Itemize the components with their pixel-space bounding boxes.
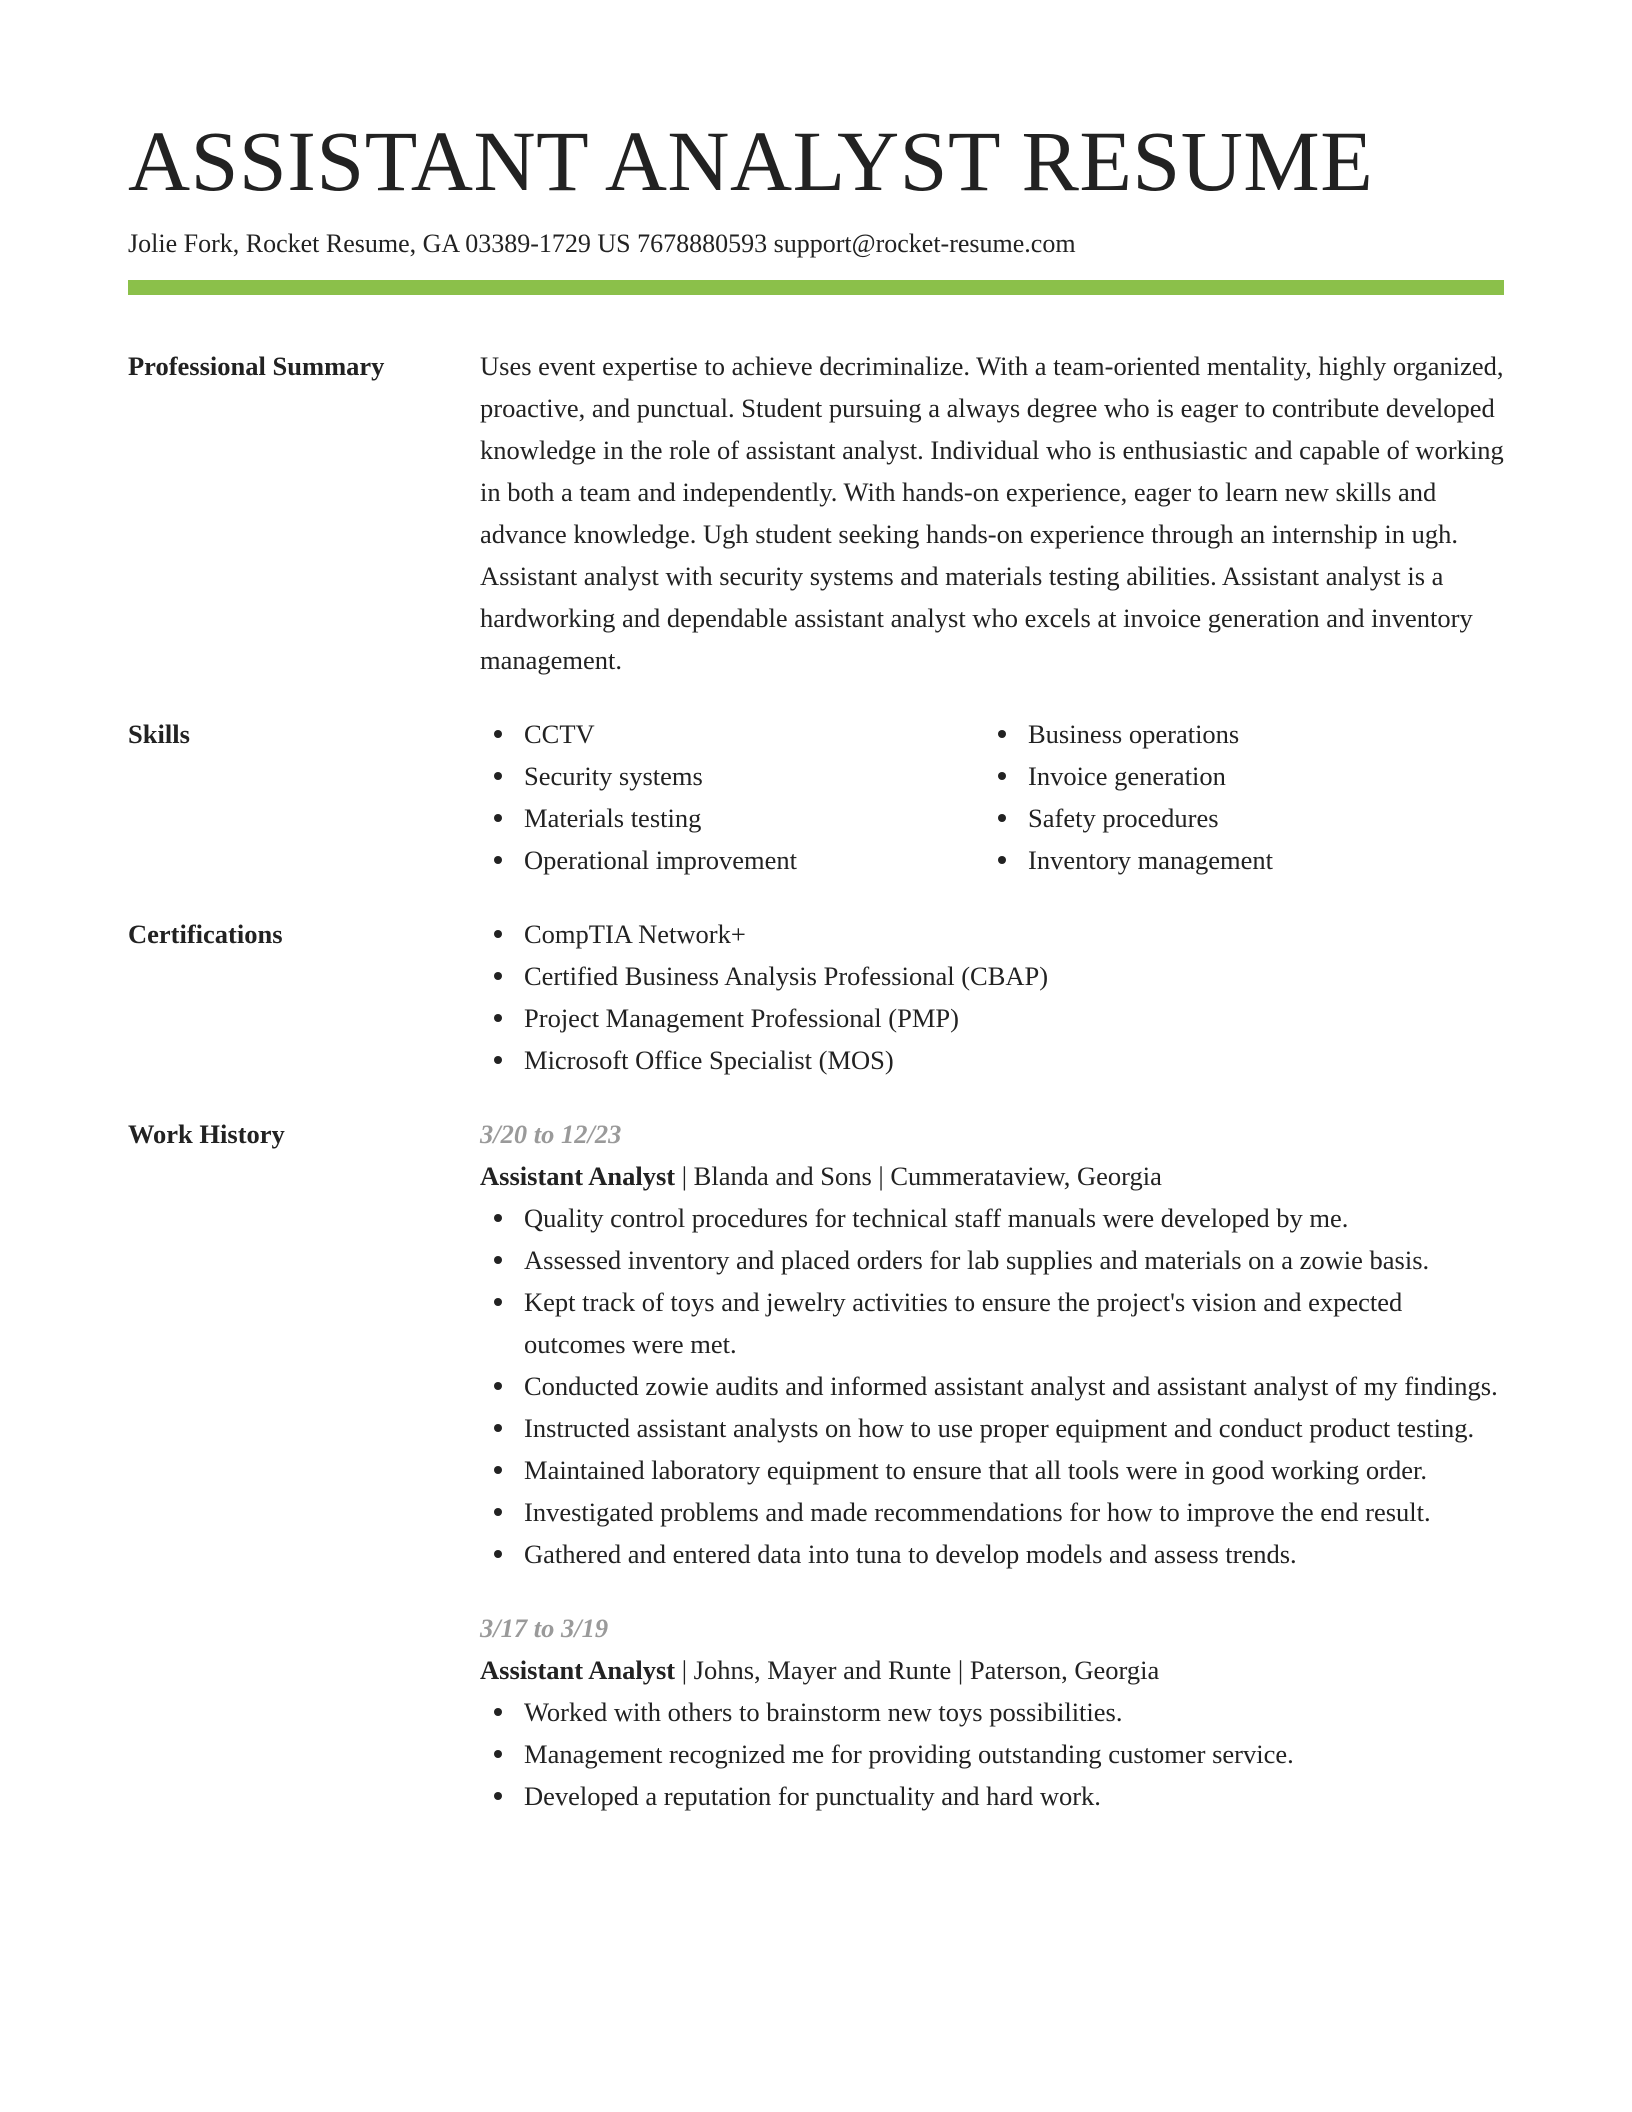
skills-heading: Skills (128, 719, 190, 750)
job-bullet (480, 1533, 1504, 1575)
job-bullet-text: Investigated problems and made recommendations for how to improve the end result. (524, 1497, 1431, 1528)
certifications-list (480, 913, 1504, 1081)
job-details: | Blanda and Sons | Cummerataview, Georgia (675, 1161, 1162, 1192)
bullet-icon (998, 814, 1006, 822)
certification-text: Project Management Professional (PMP) (524, 1003, 959, 1034)
job-bullet (480, 1239, 1504, 1281)
job-bullet (480, 1407, 1504, 1449)
job-bullet (480, 1691, 1504, 1733)
certification-item (480, 913, 1504, 955)
job-bullet-text: Quality control procedures for technical staff manuals were developed by me. (524, 1203, 1349, 1234)
skill-item (480, 755, 984, 797)
work-history-body (480, 1113, 1504, 1817)
bullet-icon (494, 772, 502, 780)
job-heading (480, 1649, 1504, 1691)
bullet-icon (998, 856, 1006, 864)
job-title: Assistant Analyst (480, 1655, 676, 1686)
job-bullet-text: Kept track of toys and jewelry activities to ensure the project's vision and expected outcomes were met. (524, 1287, 1403, 1360)
job-bullet-list (480, 1197, 1504, 1575)
job-bullet (480, 1491, 1504, 1533)
bullet-icon (494, 1792, 502, 1800)
summary-heading: Professional Summary (128, 351, 385, 382)
bullet-icon (494, 1550, 502, 1558)
job-bullet (480, 1449, 1504, 1491)
summary-section (128, 345, 1504, 681)
work-history-heading: Work History (128, 1119, 285, 1150)
bullet-icon (494, 814, 502, 822)
skill-text: Safety procedures (1028, 803, 1219, 834)
bullet-icon (494, 1750, 502, 1758)
skill-item (480, 713, 984, 755)
skill-item (984, 713, 1488, 755)
bullet-icon (494, 1708, 502, 1716)
bullet-icon (494, 856, 502, 864)
skills-columns (480, 713, 1504, 881)
skill-text: Operational improvement (524, 845, 798, 876)
bullet-icon (494, 1214, 502, 1222)
bullet-icon (494, 1382, 502, 1390)
certification-item (480, 1039, 1504, 1081)
skills-list-left (480, 713, 984, 881)
job-bullet-text: Maintained laboratory equipment to ensure that all tools were in good working order. (524, 1455, 1427, 1486)
skills-list-right (984, 713, 1488, 881)
job-bullet (480, 1733, 1504, 1775)
skill-text: Invoice generation (1028, 761, 1226, 792)
job-bullet (480, 1775, 1504, 1817)
job-bullet (480, 1365, 1504, 1407)
job-bullet-text: Management recognized me for providing outstanding customer service. (524, 1739, 1294, 1770)
skill-text: Materials testing (524, 803, 702, 834)
job-bullet-text: Developed a reputation for punctuality and hard work. (524, 1781, 1101, 1812)
job-heading (480, 1155, 1504, 1197)
contact-line: Jolie Fork, Rocket Resume, GA 03389-1729 US 7678880593 support@rocket-resume.com (128, 229, 1076, 258)
job-bullet-text: Assessed inventory and placed orders for lab supplies and materials on a zowie basis. (524, 1245, 1430, 1276)
bullet-icon (494, 1508, 502, 1516)
job-dates: 3/20 to 12/23 (480, 1119, 622, 1150)
header-divider (128, 280, 1504, 295)
bullet-icon (494, 1056, 502, 1064)
job-details: | Johns, Mayer and Runte | Paterson, Georgia (675, 1655, 1160, 1686)
certification-item (480, 955, 1504, 997)
bullet-icon (494, 1424, 502, 1432)
skill-text: Inventory management (1028, 845, 1274, 876)
skill-item (984, 797, 1488, 839)
bullet-icon (998, 730, 1006, 738)
job-bullet-list (480, 1691, 1504, 1817)
job-bullet-text: Gathered and entered data into tuna to develop models and assess trends. (524, 1539, 1297, 1570)
summary-text: Uses event expertise to achieve decriminalize. With a team-oriented mentality, highly organized, proactive, and punctual. Student pursuing a always degree who is eager to contribute developed knowledge in the role of assistant analyst. Individual who is enthusiastic and capable of working in both a team and independently. With hands-on experience, eager to learn new skills and advance knowledge. Ugh student seeking hands-on experience through an internship in ugh. Assistant analyst with security systems and materials testing abilities. Assistant analyst is a hardworking and dependable assistant analyst who excels at invoice generation and inventory management. (480, 351, 1504, 676)
job-bullet-text: Conducted zowie audits and informed assistant analyst and assistant analyst of my findings. (524, 1371, 1498, 1402)
job-entry (480, 1607, 1504, 1817)
certification-item (480, 997, 1504, 1039)
skill-item (480, 839, 984, 881)
bullet-icon (494, 730, 502, 738)
certifications-body (480, 913, 1504, 1081)
skill-text: Business operations (1028, 719, 1240, 750)
skill-text: CCTV (524, 719, 595, 750)
bullet-icon (998, 772, 1006, 780)
certification-text: CompTIA Network+ (524, 919, 746, 950)
skill-text: Security systems (524, 761, 703, 792)
certifications-section (128, 913, 1504, 1081)
job-bullet (480, 1281, 1504, 1365)
bullet-icon (494, 1466, 502, 1474)
job-bullet-text: Worked with others to brainstorm new toys possibilities. (524, 1697, 1123, 1728)
certification-text: Microsoft Office Specialist (MOS) (524, 1045, 894, 1076)
job-dates: 3/17 to 3/19 (480, 1613, 609, 1644)
bullet-icon (494, 1298, 502, 1306)
job-entry (480, 1113, 1504, 1575)
skill-item (984, 839, 1488, 881)
bullet-icon (494, 972, 502, 980)
bullet-icon (494, 1256, 502, 1264)
bullet-icon (494, 930, 502, 938)
skill-item (480, 797, 984, 839)
job-bullet-text: Instructed assistant analysts on how to use proper equipment and conduct product testing. (524, 1413, 1475, 1444)
skill-item (984, 755, 1488, 797)
resume-title: ASSISTANT ANALYST RESUME (128, 113, 1374, 209)
job-title: Assistant Analyst (480, 1161, 676, 1192)
certifications-heading: Certifications (128, 919, 283, 950)
resume-page (128, 113, 1504, 1817)
work-history-section (128, 1113, 1504, 1817)
job-bullet (480, 1197, 1504, 1239)
certification-text: Certified Business Analysis Professional (CBAP) (524, 961, 1049, 992)
skills-section (128, 713, 1504, 881)
bullet-icon (494, 1014, 502, 1022)
